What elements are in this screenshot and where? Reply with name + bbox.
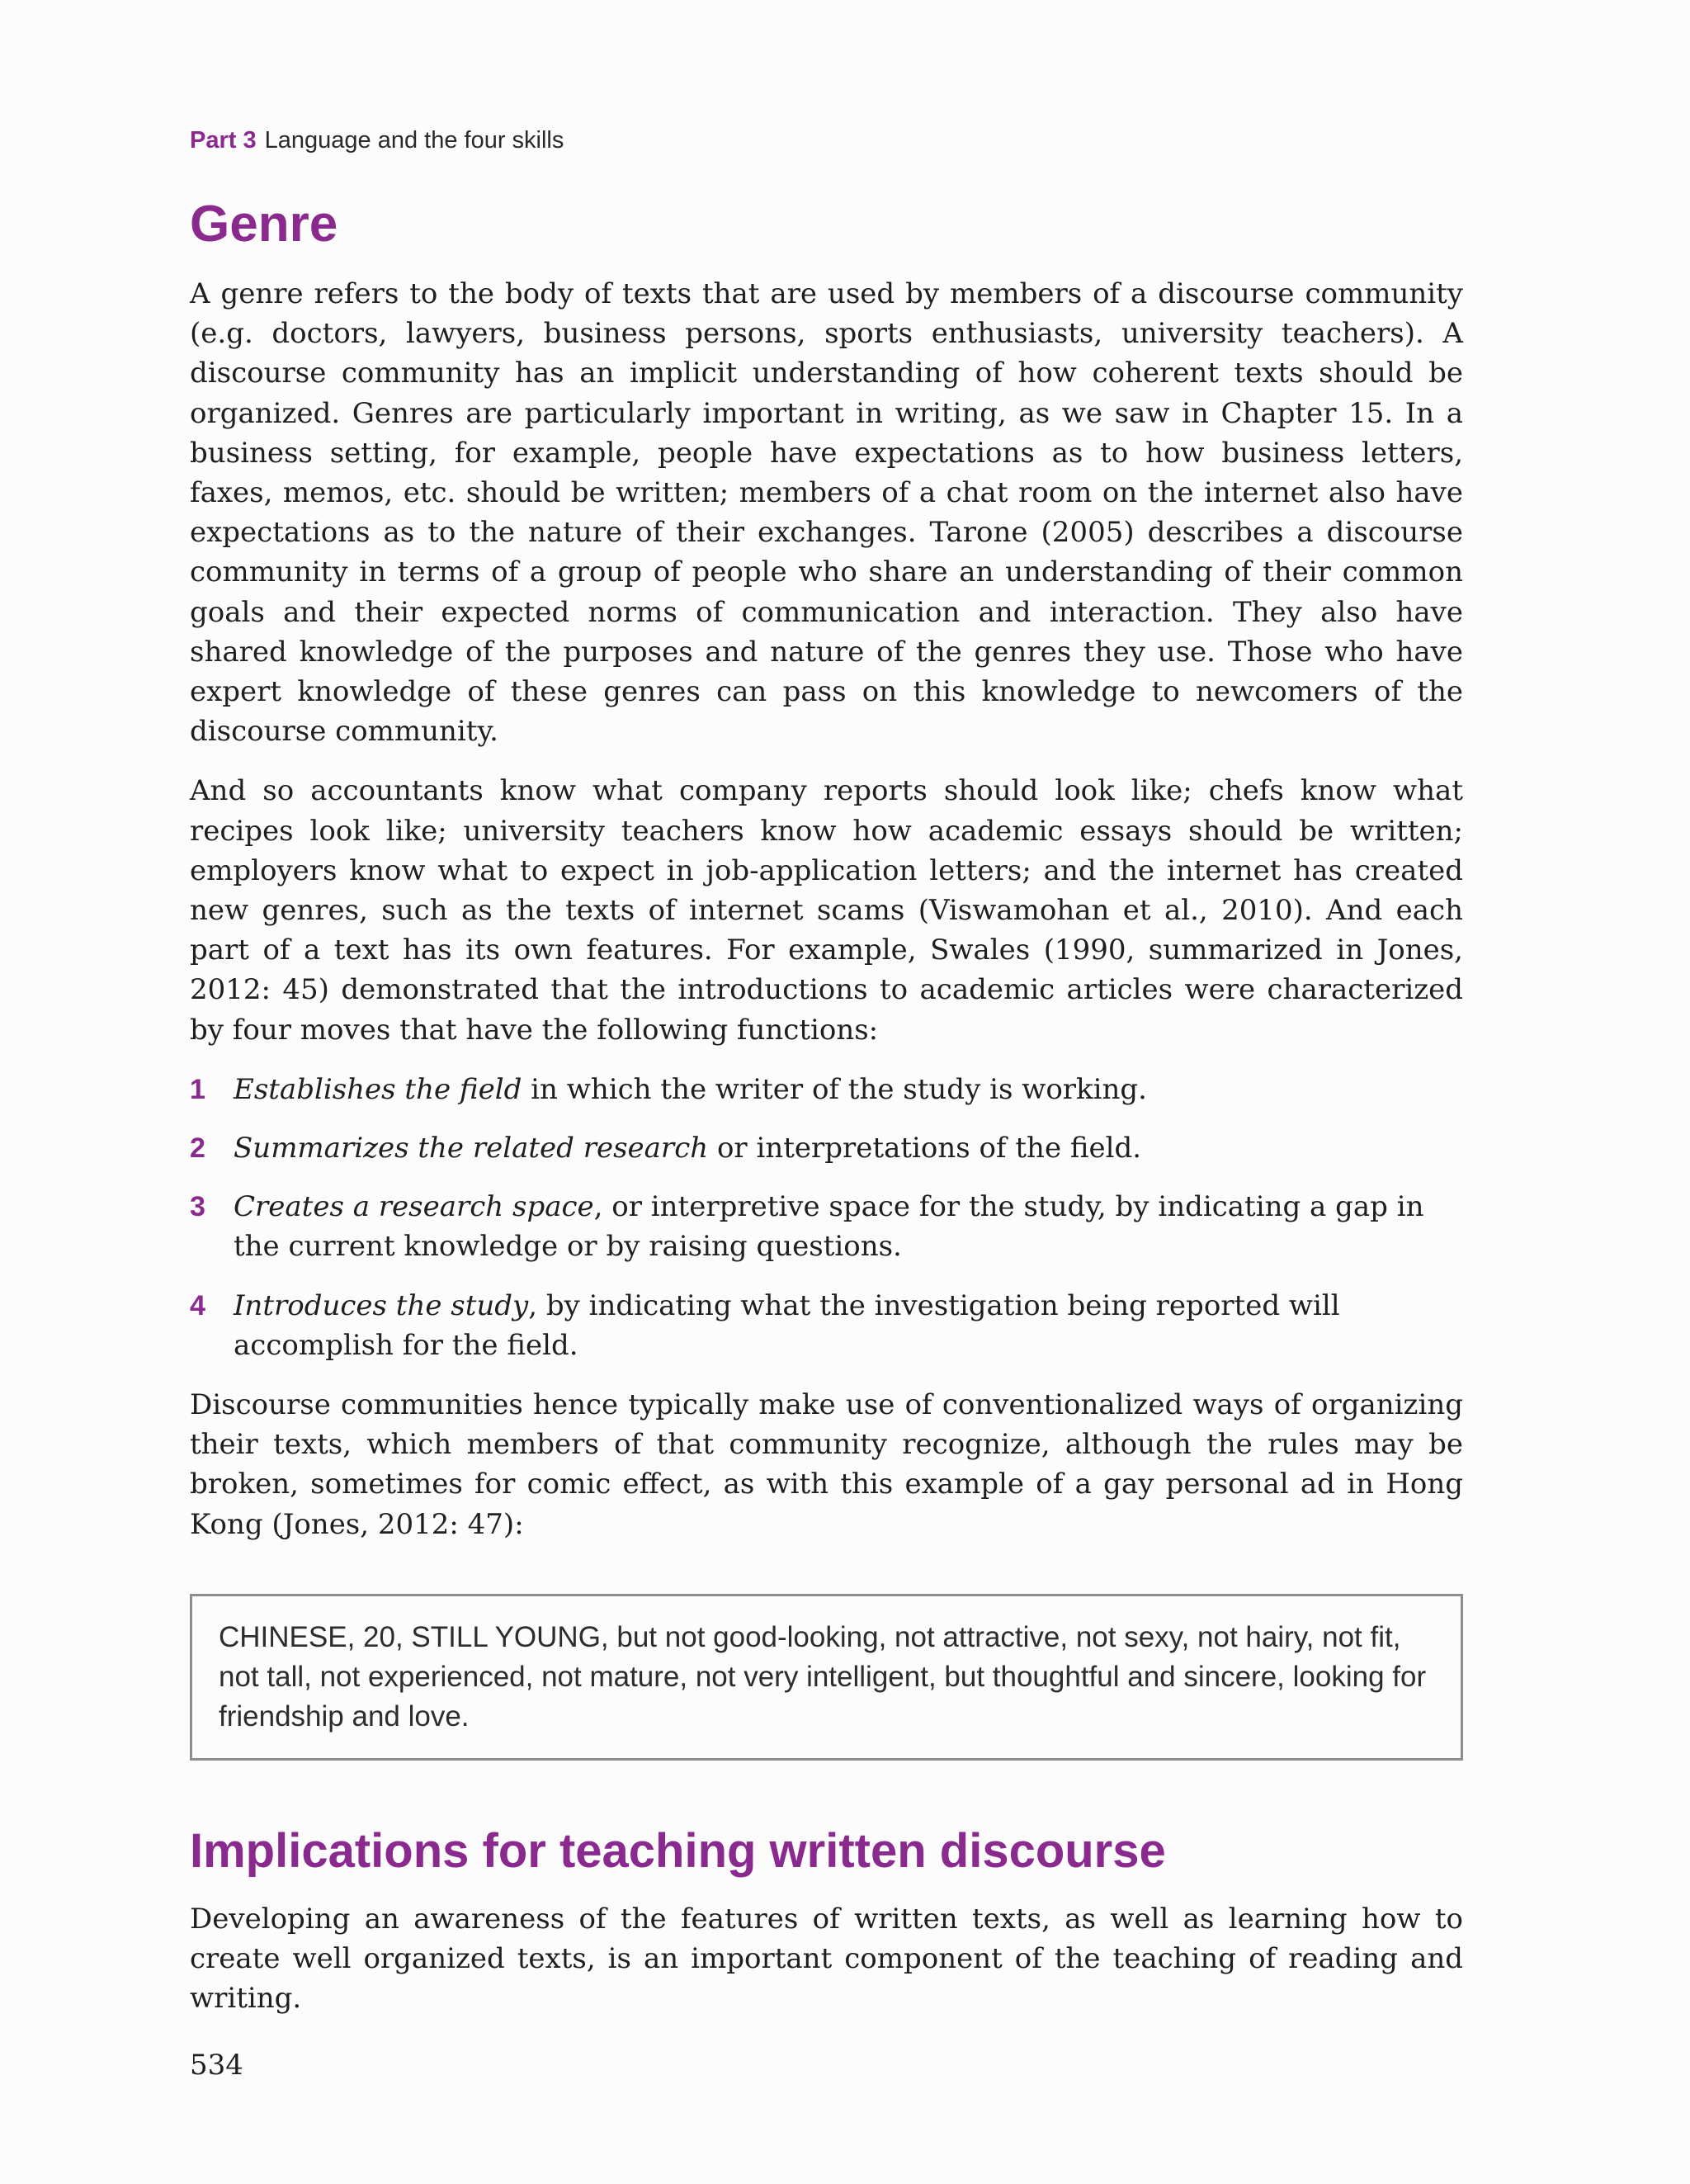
- move-item: [190, 1070, 1463, 1109]
- move-number: 4: [190, 1289, 205, 1321]
- move-number: 1: [190, 1073, 205, 1105]
- page-number: 534: [190, 2049, 243, 2082]
- move-emphasis: Introduces the study: [234, 1288, 529, 1322]
- move-description: or interpretations of the field.: [708, 1132, 1142, 1165]
- move-text: [234, 1187, 1463, 1266]
- genre-paragraph-2: And so accountants know what company reports should look like; chefs know what recipes look like; university teachers know how academic essays should be written; employers know what to expect in job-application letters; and the internet has created new genres, such as the texts of internet scams (Viswamohan et al., 2010). And each part of a text has its own features. For example, Swales (1990, summarized in Jones, 2012: 45) demonstrated that the introductions to academic articles were characterized by four moves that have the following functions:: [190, 774, 1463, 1047]
- move-item: [190, 1286, 1463, 1365]
- genre-paragraph-3: Discourse communities hence typically make use of conventionalized ways of organizing their texts, which members of that community recognize, although the rules may be broken, sometimes for comic effect, as with this example of a gay personal ad in Hong Kong (Jones, 2012: 47):: [190, 1388, 1463, 1541]
- move-number: 2: [190, 1132, 205, 1165]
- move-text: [234, 1286, 1463, 1365]
- move-emphasis: Summarizes the related research: [234, 1132, 709, 1165]
- move-description: in which the writer of the study is working.: [522, 1072, 1147, 1106]
- genre-heading: Genre: [190, 196, 338, 253]
- move-description: , or interpretive space for the study, by indicating a gap in the current knowledge or by raising questions.: [234, 1190, 1424, 1264]
- move-text: [234, 1070, 1463, 1109]
- personal-ad-box: CHINESE, 20, STILL YOUNG, but not good-looking, not attractive, not sexy, not hairy, not fit, not tall, not experienced, not mature, not very intelligent, but thoughtful and sincere, looking for friendship and love.: [190, 1594, 1463, 1761]
- running-head-part-label: Part 3: [190, 127, 257, 154]
- move-item: [190, 1187, 1463, 1266]
- running-head: [190, 124, 1463, 157]
- implications-heading: Implications for teaching written discourse: [190, 1823, 1166, 1878]
- move-item: [190, 1128, 1463, 1168]
- move-emphasis: Establishes the field: [234, 1072, 522, 1106]
- running-head-part-title: Language and the four skills: [264, 127, 564, 154]
- genre-paragraph-1: A genre refers to the body of texts that are used by members of a discourse community (e.g. doctors, lawyers, business persons, sports enthusiasts, university teachers). A discourse community has an implicit understanding of how coherent texts should be organized. Genres are particularly important in writing, as we saw in Chapter 15. In a business setting, for example, people have expectations as to how business letters, faxes, memos, etc. should be written; members of a chat room on the internet also have expectations as to the nature of their exchanges. Tarone (2005) describes a discourse community in terms of a group of people who share an understanding of their common goals and their expected norms of communication and interaction. They also have shared knowledge of the purposes and nature of the genres they use. Those who have expert knowledge of these genres can pass on this knowledge to newcomers of the discourse community.: [190, 277, 1463, 749]
- implications-paragraph-1: Developing an awareness of the features of written texts, as well as learning how to create well organized texts, is an important component of the teaching of reading and writing.: [190, 1902, 1463, 2016]
- moves-list: [190, 1070, 1463, 1365]
- move-emphasis: Creates a research space: [234, 1190, 594, 1224]
- move-number: 3: [190, 1191, 205, 1223]
- move-text: [234, 1128, 1463, 1168]
- page-content: [190, 124, 1463, 2039]
- move-description: , by indicating what the investigation being reported will accomplish for the field.: [234, 1288, 1340, 1362]
